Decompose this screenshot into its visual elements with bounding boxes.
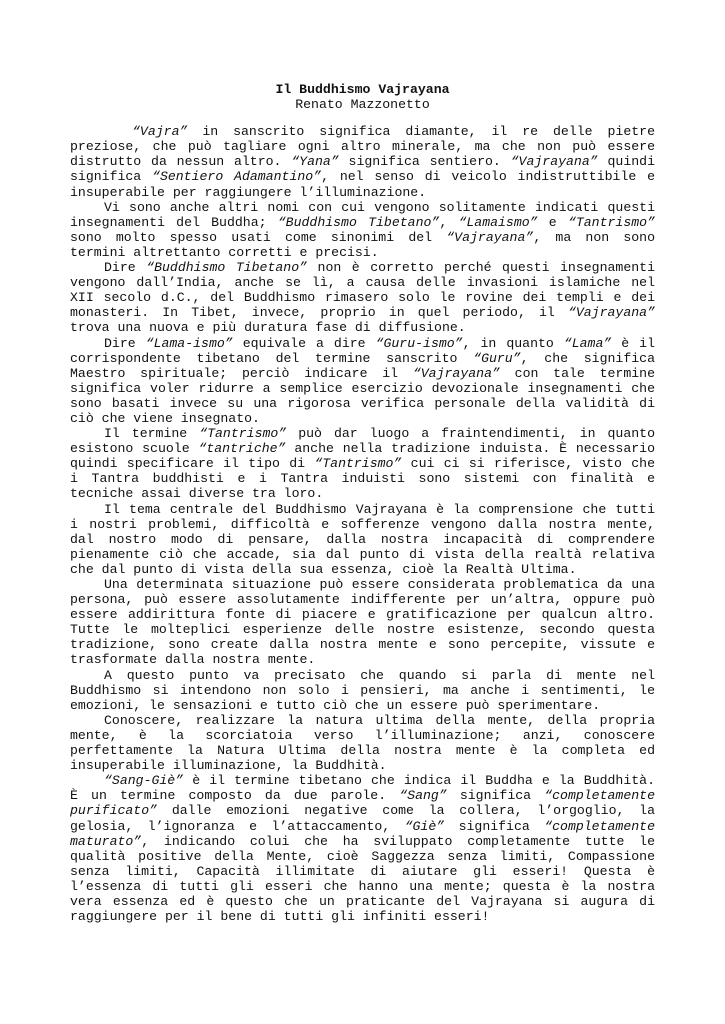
paragraph-3: Dire “Buddhismo Tibetano” non è corretto perché questi insegnamenti vengono dall’India, anche se lì, a causa delle invasioni islamiche nel XII secolo d.C., del Buddhismo rimasero solo le rovine dei templi e dei monasteri. In Tibet, invece, proprio in quel periodo, il “Vajrayana” trova una nuova e più duratura fase di diffusione. xyxy=(70,260,655,336)
paragraph-8: A questo punto va precisato che quando si parla di mente nel Buddhismo si intendono non solo i pensieri, ma anche i sentimenti, le emozioni, le sensazioni e tutto ciò che un essere può sperimentare. xyxy=(70,667,655,713)
paragraph-4: Dire “Lama-ismo” equivale a dire “Guru-ismo”, in quanto “Lama” è il corrispondente tibetano del termine sanscrito “Guru”, che significa Maestro spirituale; perciò indicare il “Vajrayana” con tale termine significa voler ridurre a semplice esercizio devozionale insegnamenti che sono basati invece su una rigorosa verifica personale della validità di ciò che viene insegnato. xyxy=(70,335,655,426)
paragraph-10: “Sang-Giè” è il termine tibetano che indica il Buddha e la Buddhità. È un termine composto da due parole. “Sang” significa “completamente purificato” dalle emozioni negative come la collera, l’orgoglio, la gelosia, l’ignoranza e l’attaccamento, “Giè” significa “completamente maturato”, indicando colui che ha sviluppato completamente tutte le qualità positive della Mente, cioè Saggezza senza limiti, Compassione senza limiti, Capacità illimitate di aiutare gli esseri! Questa è l’essenza di tutti gli esseri che hanno una mente; questa è la nostra vera essenza ed è questo che un praticante del Vajrayana si augura di raggiungere per il bene di tutti gli infiniti esseri! xyxy=(70,773,655,925)
paragraph-5: Il termine “Tantrismo” può dar luogo a fraintendimenti, in quanto esistono scuole “tantriche” anche nella tradizione induista. È necessario quindi specificare il tipo di “Tantrismo” cui ci si riferisce, visto che i Tantra buddhisti e i Tantra induisti sono sistemi con finalità e tecniche assai diverse tra loro. xyxy=(70,426,656,502)
paragraph-1: “Vajra” in sanscrito significa diamante, il re delle pietre preziose, che può tagliare ogni altro minerale, ma che non può essere distrutto da nessun altro. “Yana” significa sentiero. “Vajrayana” quindi significa “Sentiero Adamantino”, nel senso di veicolo indistruttibile e insuperabile per raggiungere l’illuminazione. xyxy=(70,124,655,200)
paragraph-6: Il tema centrale del Buddhismo Vajrayana è la comprensione che tutti i nostri problemi, difficoltà e sofferenze vengono dalla nostra mente, dal nostro modo di pensare, dalla nostra incapacità di comprendere pienamente ciò che accade, sia dal punto di vista della realtà relativa che dal punto di vista della sua essenza, cioè la Realtà Ultima. xyxy=(70,501,655,577)
document-page xyxy=(70,82,655,924)
paragraph-2: Vi sono anche altri nomi con cui vengono solitamente indicati questi insegnamenti del Buddha; “Buddhismo Tibetano”, “Lamaismo” e “Tantrismo” sono molto spesso usati come sinonimi del “Vajrayana”, ma non sono termini altrettanto corretti e precisi. xyxy=(70,199,655,260)
document-title: Il Buddhismo Vajrayana xyxy=(275,82,450,97)
document-body xyxy=(70,124,655,924)
paragraph-9: Conoscere, realizzare la natura ultima della mente, della propria mente, è la scorciatoia verso l’illuminazione; anzi, conoscere perfettamente la Natura Ultima della nostra mente è la completa ed insuperabile illuminazione, la Buddhità. xyxy=(70,712,655,774)
paragraph-7: Una determinata situazione può essere considerata problematica da una persona, può essere assolutamente indifferente per un’altra, oppure può essere addirittura fonte di piacere e gratificazione per qualcun altro. Tutte le molteplici esperienze delle nostre esistenze, secondo questa tradizione, sono create dalla nostra mente e sono percepite, vissute e trasformate dalla nostra mente. xyxy=(70,577,655,668)
document-author: Renato Mazzonetto xyxy=(295,97,430,113)
